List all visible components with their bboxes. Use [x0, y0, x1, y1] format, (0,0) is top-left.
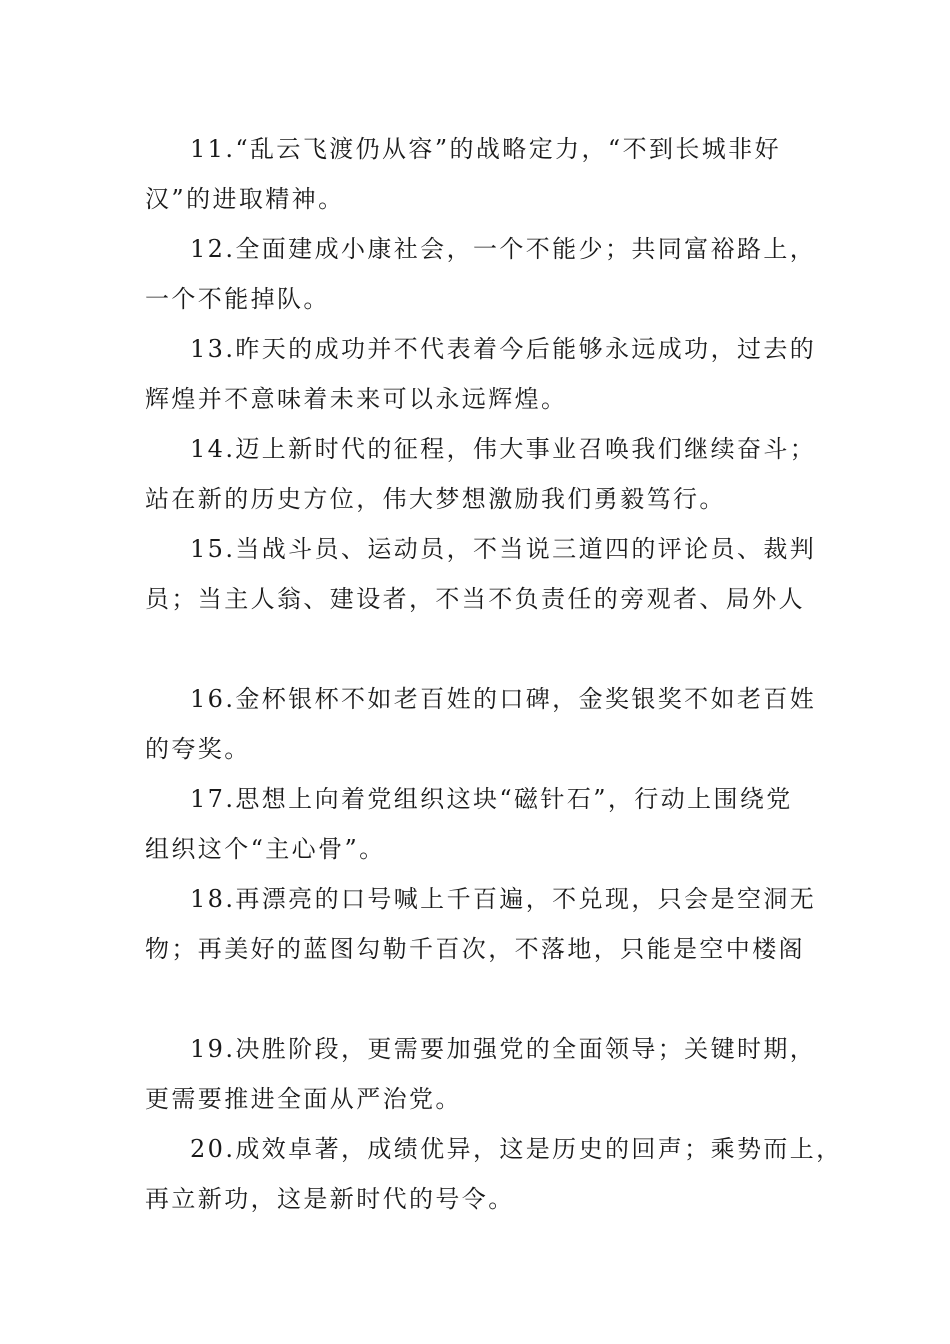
paragraph-line: 19.决胜阶段，更需要加强党的全面领导；关键时期， — [190, 1035, 817, 1063]
paragraph-line: 辉煌并不意味着未来可以永远辉煌。 — [145, 385, 568, 413]
paragraph-line: 17.思想上向着党组织这块“磁针石”，行动上围绕党 — [190, 785, 793, 813]
paragraph-line: 13.昨天的成功并不代表着今后能够永远成功，过去的 — [190, 335, 817, 363]
paragraph-line: 更需要推进全面从严治党。 — [145, 1085, 462, 1113]
paragraph-line: 组织这个“主心骨”。 — [145, 835, 386, 863]
paragraph-line: 一个不能掉队。 — [145, 285, 330, 313]
paragraph-line: 15.当战斗员、运动员，不当说三道四的评论员、裁判 — [190, 535, 817, 563]
paragraph-line: 12.全面建成小康社会，一个不能少；共同富裕路上， — [190, 235, 817, 263]
paragraph-line: 14.迈上新时代的征程，伟大事业召唤我们继续奋斗； — [190, 435, 817, 463]
paragraph-line: 汉”的进取精神。 — [145, 185, 345, 213]
paragraph-line: 站在新的历史方位，伟大梦想激励我们勇毅笃行。 — [145, 485, 726, 513]
paragraph-line: 物；再美好的蓝图勾勒千百次，不落地，只能是空中楼阁 — [145, 935, 805, 963]
paragraph-line: 20.成效卓著，成绩优异，这是历史的回声；乘势而上， — [190, 1135, 843, 1163]
paragraph-line: 16.金杯银杯不如老百姓的口碑，金奖银奖不如老百姓 — [190, 685, 817, 713]
paragraph-line: 11.“乱云飞渡仍从容”的战略定力，“不到长城非好 — [190, 135, 781, 163]
paragraph-line: 员；当主人翁、建设者，不当不负责任的旁观者、局外人 — [145, 585, 805, 613]
paragraph-line: 18.再漂亮的口号喊上千百遍，不兑现，只会是空洞无 — [190, 885, 817, 913]
paragraph-line: 再立新功，这是新时代的号令。 — [145, 1185, 515, 1213]
paragraph-line: 的夸奖。 — [145, 735, 251, 763]
